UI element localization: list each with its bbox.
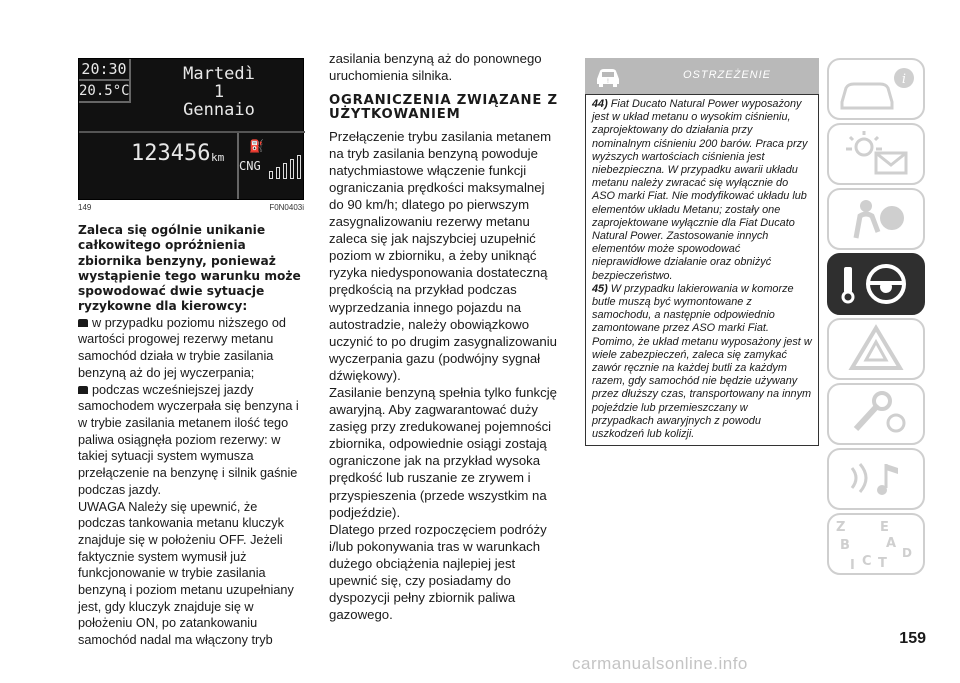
warning-box (585, 94, 819, 446)
bullet-text: w przypadku poziomu niższego od wartości progowej rezerwy metanu samochód działa w trybie zasilania benzyną aż do jej wyczerpania; (78, 315, 286, 380)
figure-number: 149 (78, 203, 92, 212)
bullet-item (78, 315, 304, 382)
cng-label: CNG (239, 159, 261, 173)
level-bar (290, 159, 294, 179)
warning-header (585, 58, 819, 94)
date-readout (139, 65, 299, 119)
warning-lights-icon (826, 123, 926, 185)
maintenance-icon (826, 383, 926, 445)
clock-readout: 20:30 (79, 59, 131, 81)
middle-column (329, 50, 561, 623)
note-text: W przypadku lakierowania w komorze butle muszą być wymontowane z samochodu, a następnie odpowiednio zamontowane przez ASO marki Fiat. Pomimo, że układ metanu wyposażony jest w wiele zabezpieczeń, zaleca się zamykać zawór ręcznie na każdej butli za każdym razem, gdy samochód nie będzie używany przez dłuższy czas, transportowany na innym pojeździe lub przemieszczany w przypadkach awaryjnych z powodu uszkodzeń lub kolizji. (592, 282, 812, 441)
date-number-readout: 1 (213, 82, 225, 102)
index-letter: D (902, 546, 912, 560)
left-column (78, 58, 304, 649)
day-readout: Martedì (183, 64, 255, 84)
chapter-starting-driving[interactable] (826, 253, 926, 315)
svg-text:!: ! (606, 78, 610, 85)
warning-44 (592, 98, 812, 283)
level-bar (269, 171, 273, 179)
fuel-pump-icon: ⛽ (249, 139, 264, 153)
chapter-warning-lights[interactable] (826, 123, 926, 185)
level-bar (276, 167, 280, 179)
chapter-sidebar (826, 58, 926, 578)
chapter-emergency[interactable] (826, 318, 926, 380)
index-letter: Z (836, 520, 846, 535)
fuel-can-icon (78, 386, 88, 394)
index-letter: I (850, 558, 855, 573)
airbag-safety-icon (826, 188, 926, 250)
figure-code: F0N0403i (269, 203, 304, 212)
watermark: carmanualsonline.info (572, 654, 748, 673)
index-letter: C (862, 554, 872, 569)
chapter-maintenance[interactable] (826, 383, 926, 445)
bullet-item (78, 382, 304, 499)
index-letter: E (880, 520, 889, 535)
display-figure (78, 58, 304, 200)
fuel-can-icon (78, 319, 88, 327)
svg-text:i: i (901, 72, 907, 87)
chapter-index[interactable] (826, 513, 926, 575)
paragraph: Dlatego przed rozpoczęciem podróży i/lub pokonywania tras w warunkach dużego obciążenia najlepiej jest upewnić się, czy posiadamy do dyspozycji pełny zbiornik paliwa gazowego. (329, 521, 547, 623)
index-letter: A (886, 536, 897, 551)
odometer-readout: 123456 (131, 141, 211, 166)
warning-label: OSTRZEŻENIE (682, 69, 771, 81)
figure-caption (78, 203, 304, 212)
chapter-safety[interactable] (826, 188, 926, 250)
chapter-car-info[interactable] (826, 58, 926, 120)
advice-body (78, 315, 304, 649)
month-readout: Gennaio (183, 100, 255, 120)
steering-key-icon (826, 253, 926, 315)
temperature-readout: 20.5°C (79, 81, 131, 103)
section-title: OGRANICZENIA ZWIĄZANE Z UŻYTKOWANIEM (329, 93, 558, 123)
paragraph: Zasilanie benzyną spełnia tylko funkcję awaryjną. Aby zagwarantować duży zasięg przy zredukowanej pojemności zbiornika, odpowiednie osiągi zostają ograniczone jak na przykład wysoka prędkość lub ruszanie ze zrywem i przyspieszenia (przede wszystkim na podjeździe). (329, 385, 557, 520)
methane-level-bars (269, 155, 301, 179)
paragraph: Przełączenie trybu zasilania metanem na tryb zasilania benzyną powoduje natychmiastowe włączenie funkcji ograniczania prędkości maksymalnej do 90 km/h; dlatego po pierwszym zasygnalizowaniu rezerwy metanu zaleca się jak najszybciej uzupełnić poziom w zbiorniku, a żeby uniknąć ryzyka niedysponowania dostateczną prędkością na przykład podczas wyprzedzania innego pojazdu na autostradzie, należy obowiązkowo uczynić to po drugim zasygnalizowaniu wyczerpania gazu (podwójny sygnał dźwiękowy). (329, 128, 557, 383)
page-number: 159 (899, 630, 926, 647)
right-column (585, 58, 819, 446)
warning-45 (592, 283, 812, 441)
car-warning-icon (593, 65, 623, 87)
chapter-multimedia[interactable] (826, 448, 926, 510)
index-letters-icon (826, 513, 926, 575)
index-letter: B (840, 538, 850, 553)
index-letter: T (878, 556, 887, 571)
car-info-icon (826, 58, 926, 120)
bullet-text: podczas wcześniejszej jazdy samochodem wyczerpała się benzyna i w trybie zasilania metanem ilość tego paliwa osiągnęła poziom rezerwy: w takiej sytuacji system wymusza przełączenie na benzynę i silnik gaśnie podczas jazdy. (78, 382, 299, 497)
note-paragraph: UWAGA Należy się upewnić, że podczas tankowania metanu kluczyk znajduje się w położeniu OFF. Jeżeli faktycznie system wymusił już funkcjonowanie w trybie zasilania benzyną i poziom metanu uzupełniany jest, gdy kluczyk znajduje się w położeniu ON, po zatankowaniu samochód nadal ma włączony tryb (78, 499, 294, 648)
note-text: Fiat Ducato Natural Power wyposażony jest w układ metanu o wysokim ciśnieniu, zaprojektowany do działania przy nominalnym ciśnieniu 200 barów. Praca przy wyższych wartościach ciśnienia jest niebezpieczna. W przypadku awarii układu metanu należy zwracać się wyłącznie do ASO marki Fiat. Nie modyfikować układu lub elementów układu Metanu; zostały one zaprojektowane wyłącznie dla Fiat Ducato Natural Power. Zastosowanie innych elementów może spowodować nieprawidłowe działanie oraz obniżyć bezpieczeństwo. (592, 98, 808, 282)
note-number: 45) (592, 282, 608, 295)
level-bar (283, 163, 287, 179)
odometer-unit: km (211, 151, 225, 164)
multimedia-icon (826, 448, 926, 510)
advice-heading: Zaleca się ogólnie unikanie całkowitego opróżnienia zbiornika benzyny, ponieważ wystąpienie tego warunku może spowodować dwie sytuacje ryzykowne dla kierowcy: (78, 223, 301, 314)
emergency-triangle-icon (826, 318, 926, 380)
level-bar (297, 155, 301, 179)
continued-paragraph: zasilania benzyną aż do ponownego uruchomienia silnika. (329, 51, 542, 84)
note-number: 44) (592, 98, 608, 110)
